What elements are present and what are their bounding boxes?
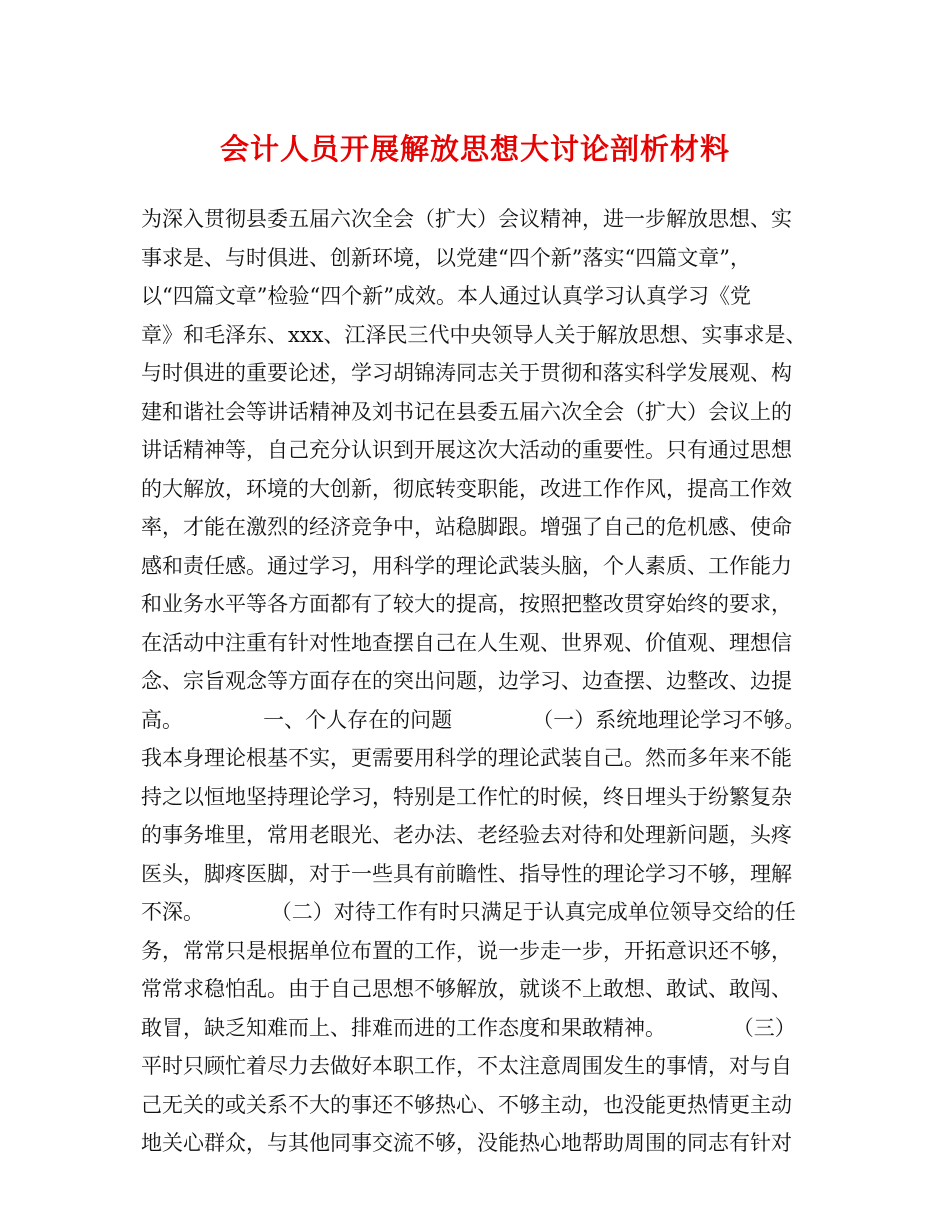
body-line: 以“四篇文章”检验“四个新”成效。本人通过认真学习认真学习《党 (141, 284, 751, 308)
body-line: 常常求稳怕乱。由于自己思想不够解放，就谈不上敢想、敢试、敢闯、 (141, 977, 792, 1001)
body-line: 高。 一、个人存在的问题 （一）系统地理论学习不够。 (141, 707, 806, 732)
body-line: 持之以恒地坚持理论学习，特别是工作忙的时候，终日埋头于纷繁复杂 (141, 784, 792, 809)
body-line: 医头，脚疼医脚，对于一些具有前瞻性、指导性的理论学习不够，理解 (141, 861, 792, 886)
body-line: 与时俱进的重要论述，学习胡锦涛同志关于贯彻和落实科学发展观、构 (141, 361, 792, 385)
body-line: 敢冒，缺乏知难而上、排难而进的工作态度和果敢精神。 （三） (141, 1015, 796, 1040)
body-line: 建和谐社会等讲话精神及刘书记在县委五届六次全会（扩大）会议上的 (141, 399, 792, 424)
body-line: 讲话精神等，自己充分认识到开展这次大活动的重要性。只有通过思想 (141, 438, 792, 462)
body-line: 的事务堆里，常用老眼光、老办法、老经验去对待和处理新问题，头疼 (141, 823, 792, 847)
body-line: 事求是、与时俱进、创新环境，以党建“四个新”落实“四篇文章”， (141, 245, 751, 270)
body-line: 章》和毛泽东、xxx、江泽民三代中央领导人关于解放思想、实事求是、 (141, 322, 807, 347)
document-title: 会计人员开展解放思想大讨论剖析材料 (219, 132, 730, 166)
body-line: 平时只顾忙着尽力去做好本职工作，不太注意周围发生的事情，对与自 (141, 1054, 792, 1078)
body-line: 的大解放，环境的大创新，彻底转变职能，改进工作作风，提高工作效 (141, 476, 792, 501)
body-line: 念、宗旨观念等方面存在的突出问题，边学习、边查摆、边整改、边提 (141, 669, 792, 693)
body-line: 我本身理论根基不实，更需要用科学的理论武装自己。然而多年来不能 (141, 746, 792, 770)
body-line: 感和责任感。通过学习，用科学的理论武装头脑，个人素质、工作能力 (141, 553, 792, 578)
body-line: 和业务水平等各方面都有了较大的提高，按照把整改贯穿始终的要求， (141, 592, 792, 616)
body-line: 率，才能在激烈的经济竞争中，站稳脚跟。增强了自己的危机感、使命 (141, 515, 792, 539)
document-body (141, 200, 817, 1163)
body-line: 地关心群众，与其他同事交流不够，没能热心地帮助周围的同志有针对 (141, 1131, 792, 1155)
body-line: 己无关的或关系不大的事还不够热心、不够主动，也没能更热情更主动 (141, 1092, 792, 1117)
body-line: 不深。 （二）对待工作有时只满足于认真完成单位领导交给的任 (141, 900, 796, 924)
body-line: 务，常常只是根据单位布置的工作，说一步走一步，开拓意识还不够， (141, 938, 792, 963)
body-line: 在活动中注重有针对性地查摆自己在人生观、世界观、价值观、理想信 (141, 630, 792, 655)
body-line: 为深入贯彻县委五届六次全会（扩大）会议精神，进一步解放思想、实 (141, 207, 792, 231)
